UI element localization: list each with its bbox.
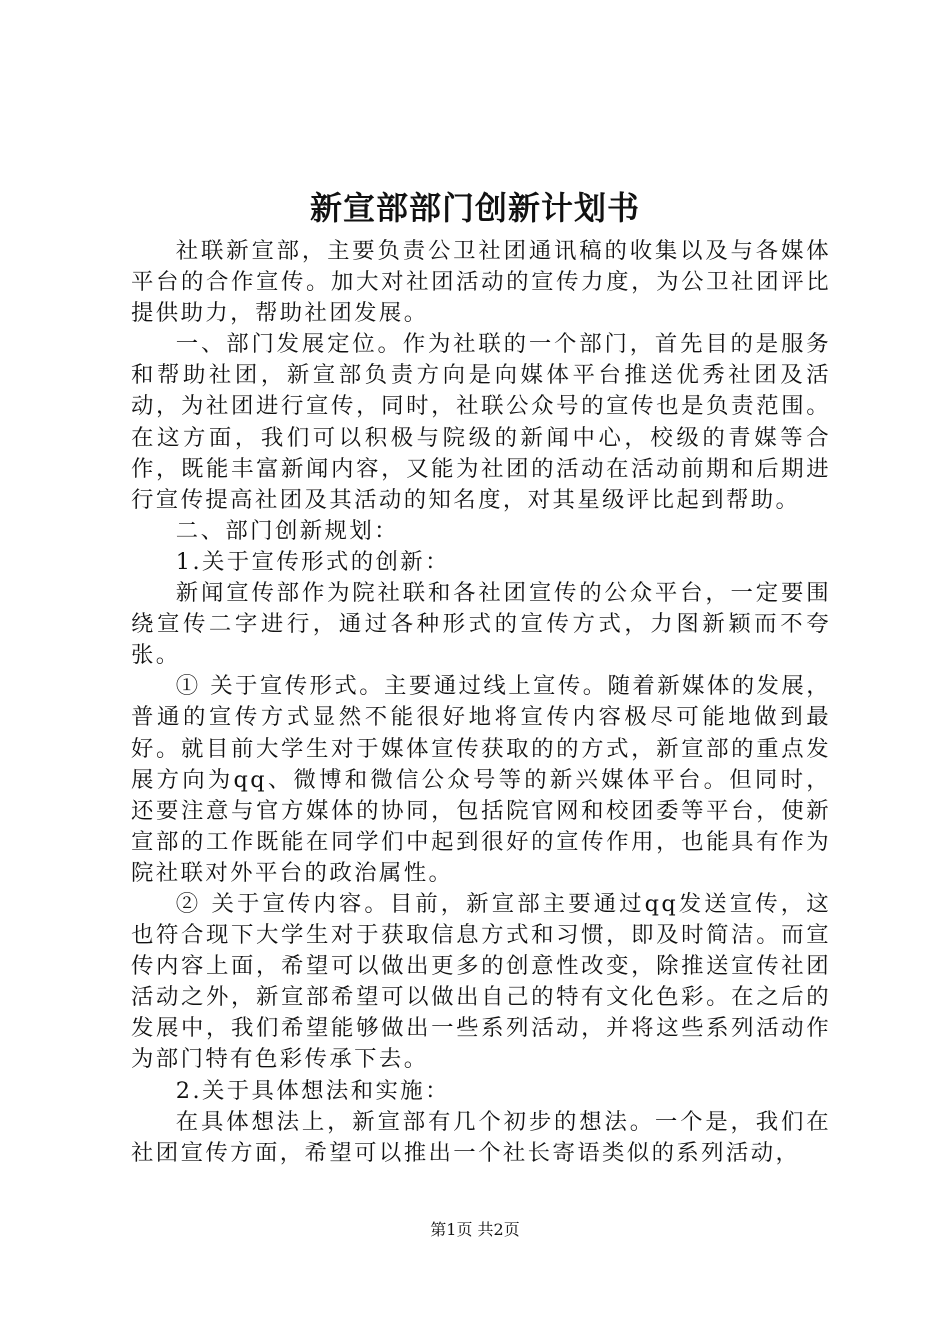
document-title: 新宣部部门创新计划书 <box>309 189 640 227</box>
paragraph-positioning: 一、部门发展定位。作为社联的一个部门，首先目的是服务和帮助社团，新宣部负责方向是向媒体平台推送优秀社团及活动，为社团进行宣传，同时，社联公众号的宣传也是负责范围。在这方面，我们可以积极与院级的新闻中心，校级的青媒等合作，既能丰富新闻内容，又能为社团的活动在活动前期和后期进行宣传提高社团及其活动的知名度，对其星级评比起到帮助。 <box>131 331 831 513</box>
paragraph-form-detail: ① 关于宣传形式。主要通过线上宣传。随着新媒体的发展，普通的宣传方式显然不能很好地将宣传内容极尽可能地做到最好。就目前大学生对于媒体宣传获取的的方式，新宣部的重点发展方向为qq、微博和微信公众号等的新兴媒体平台。但同时，还要注意与官方媒体的协同，包括院官网和校团委等平台，使新宣部的工作既能在同学们中起到很好的宣传作用，也能具有作为院社联对外平台的政治属性。 <box>131 673 831 886</box>
paragraph-form-overview: 新闻宣传部作为院社联和各社团宣传的公众平台，一定要围绕宣传二字进行，通过各种形式的宣传方式，力图新颖而不夸张。 <box>131 580 831 669</box>
paragraph-ideas-detail: 在具体想法上，新宣部有几个初步的想法。一个是，我们在社团宣传方面，希望可以推出一个社长寄语类似的系列活动， <box>131 1108 831 1166</box>
paragraph-content-detail: ② 关于宣传内容。目前，新宣部主要通过qq发送宣传，这也符合现下大学生对于获取信息方式和习惯，即及时简洁。而宣传内容上面，希望可以做出更多的创意性改变，除推送宣传社团活动之外，新宣部希望可以做出自己的特有文化色彩。在之后的发展中，我们希望能够做出一些系列活动，并将这些系列活动作为部门特有色彩传承下去。 <box>131 890 831 1073</box>
paragraph-ideas-heading: 2.关于具体想法和实施： <box>175 1077 450 1104</box>
document-body <box>131 236 831 1169</box>
paragraph-intro: 社联新宣部，主要负责公卫社团通讯稿的收集以及与各媒体平台的合作宣传。加大对社团活动的宣传力度，为公卫社团评比提供助力，帮助社团发展。 <box>131 238 831 327</box>
paragraph-form-heading: 1.关于宣传形式的创新： <box>175 548 450 575</box>
paragraph-plan-heading: 二、部门创新规划： <box>175 517 399 544</box>
page-footer: 第1页 共2页 <box>430 1220 520 1239</box>
